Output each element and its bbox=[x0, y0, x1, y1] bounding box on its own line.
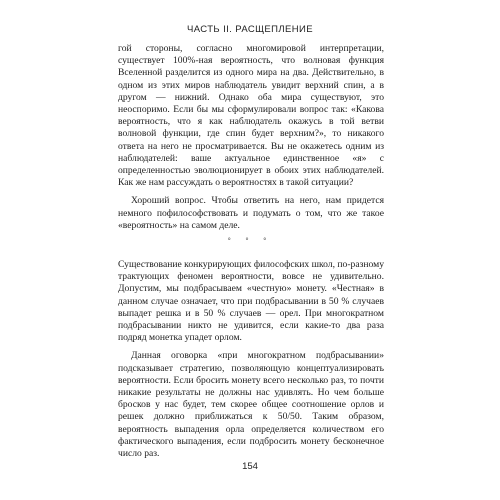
text-section-2 bbox=[118, 259, 384, 460]
running-head: ЧАСТЬ II. РАСЩЕПЛЕНИЕ bbox=[187, 24, 313, 35]
section-separator: ° ° ° bbox=[227, 237, 273, 245]
paragraph-repeated-tosses: Данная оговорка «при многократном подбрасывании» подсказывает стратегию, позволяющую концептуализировать вероятности. Если бросить монету всего несколько раз, то почти никакие результаты не должны нас удивлять. Но чем больше бросков у нас будет, тем скорее общее соотношение орлов и решек должно приближаться к 50/50. Таким образом, вероятность выпадения орла определяется количеством его фактического выпадения, если подбросить монету бесконечное число раз. bbox=[118, 350, 384, 460]
text-section-1 bbox=[118, 43, 384, 232]
paragraph-good-question: Хороший вопрос. Чтобы ответить на него, нам придется немного пофилософствовать и подумать о том, что же такое «вероятность» на самом деле. bbox=[118, 195, 384, 231]
page-number: 154 bbox=[242, 461, 258, 472]
paragraph-continuation: гой стороны, согласно многомировой интерпретации, существует 100%-ная вероятность, что волновая функция Вселенной разделится из одного мира на два. Действительно, в одном из этих миров наблюдатель увидит верхний спин, а в другом — нижний. Однако оба мира существуют, это неоспоримо. Если бы мы сформулировали вопрос так: «Какова вероятность, что я как наблюдатель окажусь в той ветви волновой функции, где спин будет верхним?», то никакого ответа на него не просматривается. Вы не окажетесь одним из наблюдателей: ваше актуальное единственное «я» с определенностью эволюционирует в обоих этих наблюдателей. Как же нам рассуждать о вероятностях в такой ситуации? bbox=[118, 43, 384, 189]
paragraph-philosophical-schools: Существование конкурирующих философских школ, по-разному трактующих феномен вероятности, вовсе не удивительно. Допустим, мы подбрасываем «честную» монету. «Честная» в данном случае означает, что при подбрасывании в 50 % случаев выпадет решка и в 50 % случаев — орел. При многократном подбрасывании никто не удивится, если какие-то два раза подряд монетка упадет орлом. bbox=[118, 259, 384, 344]
